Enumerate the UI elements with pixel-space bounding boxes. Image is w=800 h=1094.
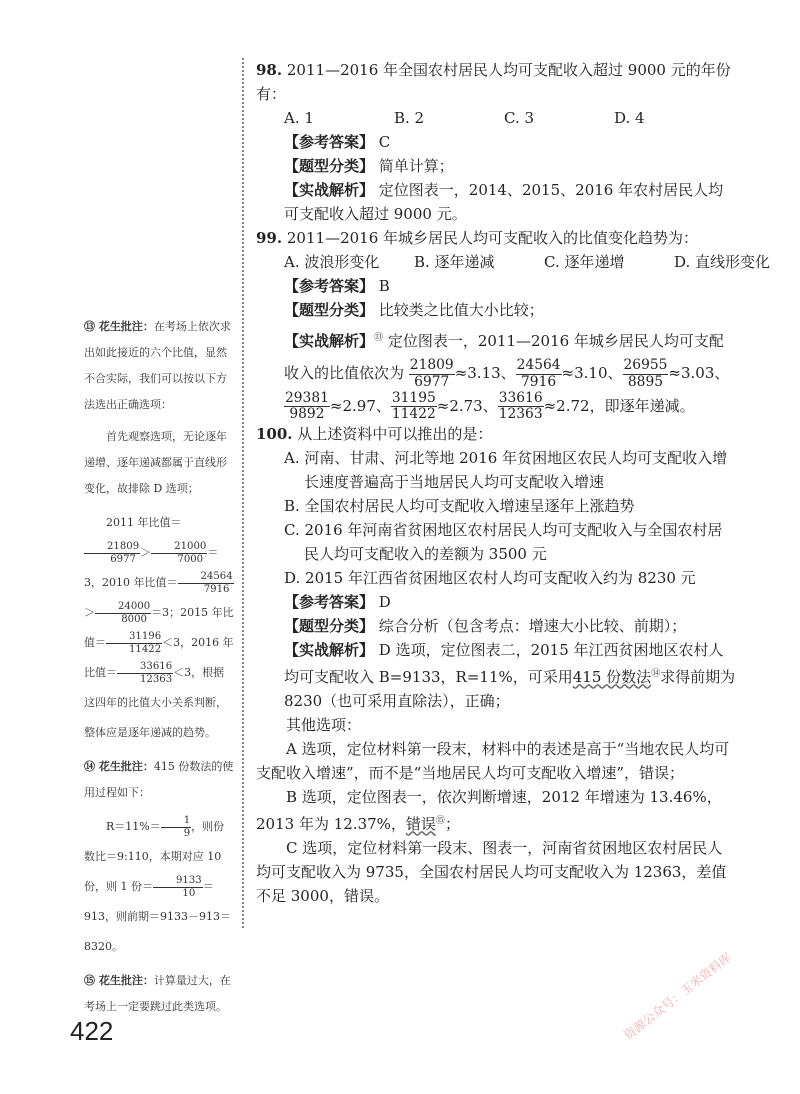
watermark: 资源公众号：玉米资料库 bbox=[621, 950, 734, 1043]
denominator: 6977 bbox=[110, 553, 136, 565]
calc-text: ＞ bbox=[140, 546, 152, 559]
numerator: 24564 bbox=[178, 571, 234, 583]
fraction bbox=[391, 391, 437, 422]
type-row-98 bbox=[256, 154, 736, 178]
calc-text: ＜3，2016 年比值＝ bbox=[84, 636, 234, 679]
denominator: 7000 bbox=[177, 553, 204, 565]
fraction bbox=[409, 358, 455, 389]
analysis-row-99 bbox=[256, 322, 736, 422]
fraction bbox=[623, 358, 669, 389]
option-c: C. 3 bbox=[504, 109, 535, 127]
ratio-value: ≈2.73、 bbox=[436, 396, 498, 415]
analysis-text: D 选项，定位图表二，2015 年江西贫困地区农村人均可支配收入 B=9133，R=11%，可采用 bbox=[284, 641, 724, 687]
option-a-explanation: A 选项，定位材料第一段末，材料中的表述是高于“当地农民人均可支配收入增速”，而不是“当地居民人均可支配收入增速”，错误； bbox=[256, 740, 730, 783]
type-label: 【题型分类】 bbox=[284, 157, 375, 175]
note-13 bbox=[84, 314, 234, 418]
numerator: 31196 bbox=[106, 631, 162, 643]
underlined-term: 415 份数法 bbox=[572, 668, 652, 687]
note-text: 在考场上依次求出如此接近的六个比值，显然不合实际，我们可以按以下方法选出正确选项： bbox=[84, 320, 231, 411]
explanation-text-cont: ； bbox=[444, 815, 460, 834]
question-98 bbox=[256, 58, 736, 106]
answer-label: 【参考答案】 bbox=[284, 277, 375, 295]
denominator: 8000 bbox=[121, 613, 147, 625]
note-text: 计算量过大，在考场上一定要跳过此类选项。 bbox=[84, 974, 231, 1013]
numerator: 26955 bbox=[623, 357, 668, 374]
numerator: 21000 bbox=[151, 541, 207, 553]
denominator: 11422 bbox=[391, 406, 436, 423]
margin-divider bbox=[242, 58, 244, 928]
option-b: B. 逐年递减 bbox=[414, 253, 495, 271]
question-text: 从上述资料中可以推出的是： bbox=[297, 425, 493, 444]
numerator: 24000 bbox=[95, 601, 151, 613]
type-label: 【题型分类】 bbox=[284, 617, 375, 636]
fraction bbox=[498, 391, 544, 422]
fraction bbox=[151, 541, 207, 564]
option-c-explanation: C 选项，定位材料第一段末、图表一，河南省贫困地区农村居民人均可支配收入为 9735，全国农村居民人均可支配收入为 12363，差值不足 3000，错误。 bbox=[256, 839, 727, 906]
answer-row-100 bbox=[256, 590, 736, 614]
main-content bbox=[256, 58, 771, 908]
note-13-step1: 首先观察选项，无论逐年递增、逐年递减都属于直线形变化，故排除 D 选项； bbox=[84, 430, 227, 495]
denominator: 12363 bbox=[140, 673, 173, 685]
analysis-text-cont: 求得前期为 8230（也可采用直除法），正确； bbox=[284, 668, 736, 711]
type-value: 比较类之比值大小比较； bbox=[378, 301, 544, 319]
fraction bbox=[117, 661, 173, 684]
option-c: C. 逐年递增 bbox=[544, 253, 625, 271]
numerator: 33616 bbox=[498, 390, 543, 406]
numerator: 31195 bbox=[391, 390, 436, 406]
denominator: 9 bbox=[183, 827, 191, 839]
ratio-value: ≈2.97、 bbox=[329, 396, 391, 415]
note-14 bbox=[84, 754, 234, 806]
analysis-label: 【实战解析】 bbox=[284, 181, 375, 199]
note-label: ⑬ 花生批注： bbox=[84, 320, 154, 333]
option-a: A. 1 bbox=[284, 109, 314, 127]
fraction bbox=[84, 541, 140, 564]
denominator: 7916 bbox=[521, 373, 557, 390]
question-100 bbox=[256, 422, 736, 446]
denominator: 9892 bbox=[289, 406, 325, 423]
numerator: 21809 bbox=[84, 541, 140, 553]
answer-value: C bbox=[378, 133, 391, 151]
question-number: 100. bbox=[256, 425, 293, 444]
fraction bbox=[106, 631, 162, 654]
analysis-label: 【实战解析】 bbox=[284, 332, 375, 350]
option-a: A. 河南、甘肃、河北等地 2016 年贫困地区农民人均可支配收入增长速度普遍高于当地居民人均可支配收入增速 bbox=[284, 449, 728, 492]
question-text: 2011—2016 年全国农村居民人均可支配收入超过 9000 元的年份有： bbox=[256, 61, 731, 103]
type-row-99 bbox=[256, 298, 736, 322]
answer-label: 【参考答案】 bbox=[284, 593, 375, 612]
calc-text: ＝913，则前期＝9133－913＝8320。 bbox=[84, 880, 231, 953]
note-label: ⑭ 花生批注： bbox=[84, 760, 154, 773]
option-c: C. 2016 年河南省贫困地区农村居民人均可支配收入与全国农村居民人均可支配收入的差额为 3500 元 bbox=[284, 521, 723, 564]
option-b-explanation bbox=[256, 785, 736, 836]
type-value: 简单计算； bbox=[378, 157, 454, 175]
answer-value: D bbox=[378, 593, 391, 612]
type-label: 【题型分类】 bbox=[284, 301, 375, 319]
numerator: 24564 bbox=[516, 357, 561, 374]
note-text: 415 份数法的使用过程如下： bbox=[84, 760, 234, 799]
calc-text: ＞ bbox=[84, 606, 95, 619]
numerator: 1 bbox=[161, 815, 191, 827]
underlined-term: 错误 bbox=[405, 815, 436, 834]
analysis-row-100 bbox=[256, 638, 736, 713]
option-b: B. 全国农村居民人均可支配收入增速呈逐年上涨趋势 bbox=[284, 497, 635, 516]
option-d: D. 直线形变化 bbox=[674, 253, 771, 271]
ratio-value: ≈3.03、 bbox=[668, 364, 730, 382]
ratio-value: ≈2.72，即逐年递减。 bbox=[543, 396, 695, 415]
fraction bbox=[95, 601, 151, 624]
answer-row-99 bbox=[256, 274, 736, 298]
question-number: 98. bbox=[256, 61, 283, 79]
numerator: 9133 bbox=[153, 875, 203, 887]
analysis-text: 定位图表一，2014、2015、2016 年农村居民人均可支配收入超过 9000 元。 bbox=[284, 181, 724, 223]
denominator: 8895 bbox=[627, 373, 664, 390]
explanation-text: B 选项，定位图表一，依次判断增速，2012 年增速为 13.46%，2013 年为 12.37%， bbox=[256, 788, 722, 834]
page-number: 422 bbox=[70, 1016, 114, 1046]
footnote-marker: ⑭ bbox=[651, 669, 661, 680]
answer-label: 【参考答案】 bbox=[284, 133, 375, 151]
note-13-calc bbox=[84, 508, 234, 748]
denominator: 7916 bbox=[203, 583, 230, 595]
other-options-heading: 其他选项： bbox=[286, 716, 362, 735]
denominator: 10 bbox=[182, 887, 196, 899]
options-100 bbox=[256, 446, 736, 590]
ratio-value: ≈3.13、 bbox=[454, 364, 516, 382]
calc-text: ＝3，2010 年比值＝ bbox=[84, 546, 219, 589]
margin-notes bbox=[84, 314, 234, 1026]
numerator: 29381 bbox=[285, 390, 329, 406]
fraction bbox=[161, 815, 191, 838]
footnote-marker: ⑬ bbox=[374, 333, 384, 343]
fraction bbox=[284, 391, 330, 422]
denominator: 12363 bbox=[498, 406, 543, 423]
note-15 bbox=[84, 968, 234, 1020]
fraction bbox=[516, 358, 562, 389]
fraction bbox=[153, 875, 203, 898]
note-label: ⑮ 花生批注： bbox=[84, 974, 154, 987]
answer-row-98 bbox=[256, 130, 736, 154]
option-a: A. 波浪形变化 bbox=[284, 253, 380, 271]
analysis-label: 【实战解析】 bbox=[284, 641, 375, 660]
option-d: D. 2015 年江西省贫困地区农村人均可支配收入约为 8230 元 bbox=[284, 569, 696, 588]
type-row-100 bbox=[256, 614, 736, 638]
analysis-text: 定位图表一，2011—2016 年城乡居民人均可支配收入的比值依次为 bbox=[284, 332, 724, 382]
footnote-marker: ⑮ bbox=[435, 816, 445, 827]
note-14-calc bbox=[84, 812, 234, 962]
question-text: 2011—2016 年城乡居民人均可支配收入的比值变化趋势为： bbox=[286, 229, 699, 247]
numerator: 33616 bbox=[117, 661, 173, 673]
calc-text: ＝3；2015 年比值＝ bbox=[84, 606, 234, 649]
calc-text: ，则份数比＝9:110，本期对应 10 份，则 1 份＝ bbox=[84, 820, 225, 893]
ratio-value: ≈3.10、 bbox=[561, 364, 623, 382]
options-99 bbox=[256, 250, 771, 274]
question-99 bbox=[256, 226, 736, 250]
fraction bbox=[178, 571, 234, 594]
answer-value: B bbox=[378, 277, 390, 295]
denominator: 11422 bbox=[129, 643, 162, 655]
calc-text: R＝11%＝ bbox=[106, 820, 161, 833]
option-d: D. 4 bbox=[614, 109, 645, 127]
calc-text: ＜3，根据这四年的比值大小关系判断，整体应是逐年递减的趋势。 bbox=[84, 666, 227, 739]
calc-text: 2011 年比值＝ bbox=[106, 516, 182, 529]
numerator: 21809 bbox=[409, 357, 454, 374]
analysis-row-98 bbox=[256, 178, 736, 226]
option-b: B. 2 bbox=[394, 109, 425, 127]
options-98 bbox=[256, 106, 736, 130]
type-value: 综合分析（包含考点：增速大小比较、前期）； bbox=[378, 617, 687, 636]
denominator: 6977 bbox=[414, 373, 450, 390]
question-number: 99. bbox=[256, 229, 283, 247]
